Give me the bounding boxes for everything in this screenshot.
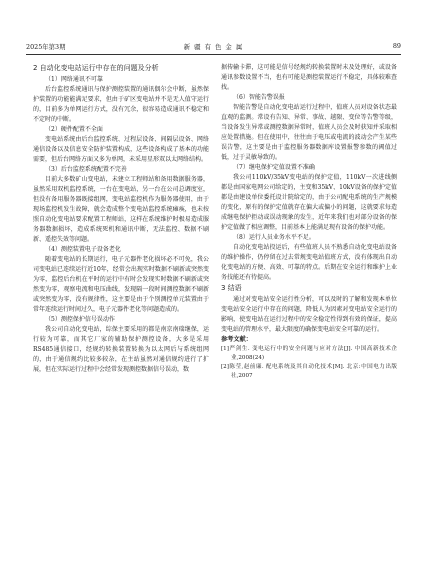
left-column [33, 63, 209, 375]
paragraph: 变电站系统由后台监控系统、过程层设备、间隔层设备、网络通信设备以及信息安全防护装置构成，这些设备构成了基本的功能需要，但后台网络方面又多为单网，未采用星形双以太网络结构。 [33, 136, 209, 163]
page-header [26, 40, 401, 52]
subsection-heading: （1）网络通讯不可靠 [45, 76, 103, 83]
section-heading: 2 自动化变电站运行中存在的问题及分析 [33, 64, 159, 72]
paragraph: 目前大多数矿山变电站，未建立工程师站和备用数据服务器，虽然采用双机监控系统，一台在变电站，另一台在公司总调度室，但没有备用服务器既接组网，变电站监控机作为服务器使用，由于现场监控机发生故障，就会造成整个变电站监控系统瘫痪，也未按照自动化变电站要求配置工程师站，这样在系统维护时极易造成服务器数据损坏，造成系统死机和通讯中断，无法监控、数据不刷新、遥控失效等问题。 [33, 176, 209, 243]
right-column [221, 63, 397, 381]
reference-item: [2]陈莹,赵前廉. 配电系统及其自动化技术[M]. 北京:中国电力出版社,2007 [221, 364, 397, 379]
subsection-heading: （3）后台监控系统配置不完善 [45, 166, 127, 173]
paragraph: 据传输卡滞，这可能是信号经规约转换装置时未及处理好，或设备通讯参数设置不当，也有可能是测控装置运行不稳定，具体较难查找。 [221, 64, 397, 91]
header-rule [26, 54, 401, 55]
subsection-heading: （2）硬件配置不全面 [45, 126, 103, 133]
section-heading: 3 结语 [221, 284, 242, 292]
subsection-heading: （6）智能告警误报 [233, 94, 285, 101]
subsection-heading: （4）测控装置电子设备老化 [45, 246, 121, 253]
subsection-heading: （8）运行人员业务水平不足。 [233, 234, 315, 241]
subsection-heading: （7）继电保护定值设置不准确 [233, 164, 315, 171]
paragraph: 智能告警是自动化变电站运行过程中，值班人员对设备状态最直观的监测。常设有告知、异常、事故、越限、变位等告警等级，当设备发生异常或测控数据异常时，值班人员会及时获知并采取相应处置措施。但在使用中，往往由于电压或电流的波动会产生某些误告警，这主要是由于监控服务器数据库设置报警参数的阈值过低，过于灵敏导致的。 [221, 104, 397, 161]
journal-title: 新 疆 有 色 金 属 [183, 42, 244, 51]
paragraph: 后台监控系统通讯与保护测控装置的通讯偶尔会中断，虽然保护装置的功能能满足要求，但由于矿区变电站并不是无人值守运行的，目前多为单网运行方式，没有冗余，很容易造成通讯不稳定和不定时的中断。 [33, 86, 209, 123]
paragraph: 我公司110kV/35kV变电站的保护定值，110kV一次进线侧都是由国家电网公司给定的，主变和35kV、10kV设备的保护定值都是由建设单位委托设计院给定的，由于公司配电系统的生产规模的变化，原有的保护定值就存在偏大或偏小的问题，这就要求每造成继电保护拒动或误动现象的发生，近年来我们也对部分设备的保护定值做了相应调整，目前基本上能满足现有设备的保护功能。 [221, 174, 397, 231]
issue-number: 2025年第3期 [26, 42, 66, 51]
paragraph: 随着变电站的长期运行，电子元器件老化损坏必不可免，我公司变电站已连续运行近10年，经常会出现实时数据不刷新或突然变为零，监控后台机在平时的运行中有时会发现实时数据不刷新或突然变为零，观察电流和电压曲线，发现隔一段时间测控数据不刷新或突然变为零，没有规律性，这主要是由于个别测控单元装置由于常年连续运行时间过久，电子元器件老化等问题造成的。 [33, 256, 209, 313]
reference-item: [1]严剑生. 变电运行中的安全问题与应对方法[J]. 中国高新技术企业,2008(24) [221, 346, 397, 361]
paragraph: 自动化变电站投运后，有些值班人员不熟悉自动化变电站设备的维护操作，仍停留在过去常规变电站值班方式，没有体现出自动化变电站的方便、高效、可靠的特点。后期在安全运行和维护上业务技能还有待提高。 [221, 244, 397, 281]
subsection-heading: （5）测控保护信号误动作 [45, 316, 115, 323]
paragraph: 我公司自动化变电站，综保主要采用的都是南京南瑞继保，运行较为可靠，而其它厂家的辅助保护测控设备，大多是采用RS485通信接口，经规约转换装置转换为以太网后与系统组网的，由于通信规约比较多较杂，在主站虽然对通信规约进行了扩展，但在实际运行过程中会经常发现测控数据信号误动，数 [33, 326, 209, 373]
page-number: 89 [392, 42, 401, 50]
paragraph: 通过对变电站安全运行性分析，可以及时的了解和发现本单位变电站安全运行中存在的问题，降低人为因素对变电站安全运行的影响，使变电站在运行过程中的安全稳定性得到有效的保证，提高变电站的管理水平，最大限度的确保变电站安全可靠的运行。 [221, 296, 397, 333]
references-title: 参考文献： [221, 336, 252, 343]
